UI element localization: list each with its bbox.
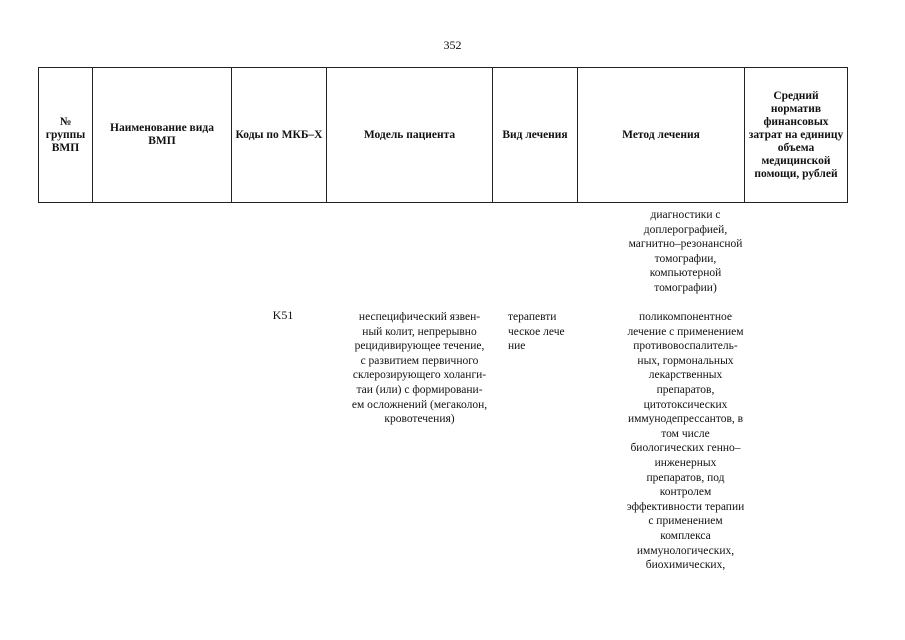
continued-method-text: диагностики с доплерографией, магнитно–резонансной томографии, компьютерной томографии) bbox=[628, 209, 743, 294]
header-treatment-type: Вид лечения bbox=[493, 68, 578, 203]
header-vmp-name: Наименование вида ВМП bbox=[93, 68, 232, 203]
icd-code: K51 bbox=[272, 308, 294, 322]
header-group-number: № группы ВМП bbox=[39, 68, 93, 203]
header-average-cost: Средний норматив финансовых затрат на единицу объема медицинской помощи, рублей bbox=[745, 68, 848, 203]
header-row bbox=[39, 68, 848, 203]
table-header bbox=[38, 67, 848, 203]
header-patient-model: Модель пациента bbox=[327, 68, 493, 203]
treatment-type-text: терапевти ческое лече ние bbox=[508, 311, 565, 353]
patient-model-text: неспецифический язвен- ный колит, непрерывно рецидивирующее течение, с развитием первичного склерозирующего холанги- таи (или) с формировани- ем осложнений (мегаколон, кровотечения) bbox=[351, 311, 488, 426]
page-number: 352 bbox=[443, 38, 462, 52]
header-treatment-method: Метод лечения bbox=[578, 68, 745, 203]
treatment-method-text: поликомпонентное лечение с применением противовоспалитель- ных, гормональных лекарственных препаратов, цитотоксических иммунодепрессантов, в том числе биологических генно– инженерных препаратов, под контролем эффективности терапии с применением комплекса иммунологических, биохимических, bbox=[626, 311, 745, 572]
header-icd-codes: Коды по МКБ–Х bbox=[232, 68, 327, 203]
